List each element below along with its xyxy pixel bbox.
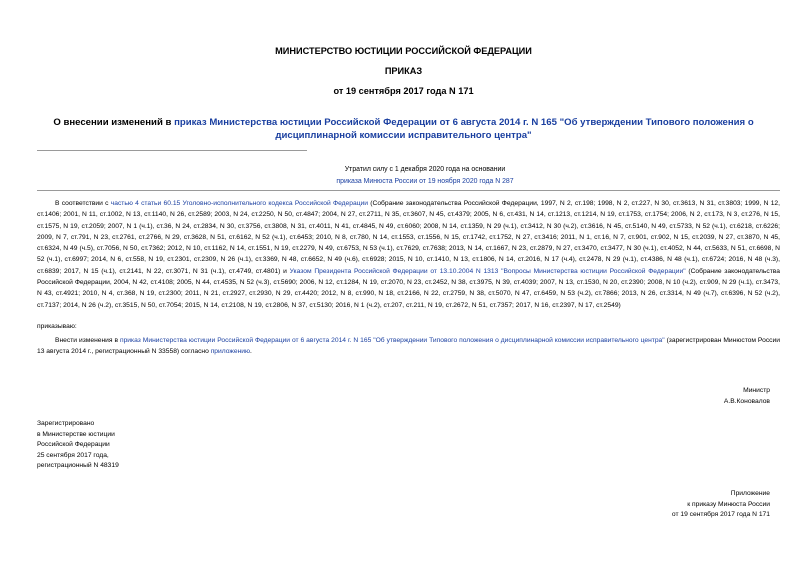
registration-number: регистрационный N 48319: [37, 462, 119, 470]
order-item-prefix: Внести изменения в: [55, 337, 120, 344]
registration-block: [37, 419, 119, 472]
signature-position: Министр: [743, 387, 770, 394]
short-divider: [37, 150, 307, 151]
appendix-line: от 19 сентября 2017 года N 171: [671, 511, 770, 519]
registration-line: Российской Федерации: [37, 441, 110, 449]
ministry-heading: МИНИСТЕРСТВО ЮСТИЦИИ РОССИЙСКОЙ ФЕДЕРАЦИИ: [275, 46, 532, 56]
appendix-line: к приказу Минюста России: [687, 500, 770, 508]
title-order-link[interactable]: приказ Министерства юстиции Российской Федерации от 6 августа 2014 г. N 165 "Об утверждении Типового положения о дисциплинарной комиссии исправительного центра": [174, 117, 754, 141]
presidential-decree-link[interactable]: Указом Президента Российской Федерации от 13.10.2004 N 1313 "Вопросы Министерства юстиции Российской Федерации": [289, 267, 686, 275]
registration-date: 25 сентября 2017 года,: [37, 451, 109, 459]
signature-block: [724, 386, 770, 407]
preamble-text-1: (Собрание законодательства Российской Федерации, 1997, N 2, ст.198; 1998, N 2, ст.227, N 30, ст.3613, N 31, ст.3803; 1999, N 12, ст.1406; 2001, N 11, ст.1002, N 13, ст.1140, N 26, ст.2589; 2003, N 24, ст.2250, N 50, ст.4847; 2004, N 27, ст.2711, N 35, ст.3607, N 45, ст.4379; 2005, N 6, ст.431, N 14, ст.1213, ст.1214, N 19, ст.1753, ст.1754; 2006, N 2, ст.173, N 3, ст.276, N 15, ст.1575, N 19, ст.2059; 2007, N 1 (ч.1), ст.36, N 24, ст.2834, N 30, ст.3756, ст.3808, N 31, ст.4011, N 41, ст.4845, N 49, ст.6060; 2008, N 14, ст.1359, N 29 (ч.1), ст.3412, N 30 (ч.2), ст.3616, N 45, ст.5140, N 49, ст.5733, N 52 (ч.1), ст.6218, ст.6226; 2009, N 7, ст.791, N 23, ст.2761, ст.2766, N 29, ст.3628, N 51, ст.6162, N 52 (ч.1), ст.6453; 2010, N 8, ст.780, N 14, ст.1553, ст.1556, N 15, ст.1742, ст.1752, N 27, ст.3416; 2011, N 1, ст.16, N 7, ст.901, ст.902, N 15, ст.2039, N 27, ст.3870, N 45, ст.6324, N 49 (ч.5), ст.7056, N 50, ст.7362; 2012, N 10, ст.1162, N 14, ст.1551, N 19, ст.2279, N 49, ст.6753, N 53 (ч.1), ст.7629, ст.7638; 2013, N 14, ст.1667, N 23, ст.2879, N 27, ст.3470, ст.3477, N 30 (ч.1), ст.4052, N 44, ст.5633, N 51, ст.6698, N 52 (ч.1), ст.6997; 2014, N 6, ст.558, N 19, ст.2301, ст.2309, N 26 (ч.1), ст.3369, N 48, ст.6652, N 49 (ч.6), ст.6928; 2015, N 10, ст.1410, N 13, ст.1806, N 14, ст.2016, N 17 (ч.4), ст.2478, N 29 (ч.1), ст.4386, N 48 (ч.1), ст.6724; 2016, N 48 (ч.3), ст.6839; 2017, N 15 (ч.1), ст.2141, N 22, ст.3071, N 31 (ч.1), ст.4749, ст.4801) и: [37, 200, 781, 275]
lost-force-note: [290, 164, 560, 187]
lost-force-link[interactable]: приказа Минюста России от 19 ноября 2020 года N 287: [336, 177, 514, 185]
order-item-paragraph: [37, 335, 780, 358]
signature-name: А.В.Коновалов: [723, 397, 770, 405]
appendix-link[interactable]: приложению: [210, 348, 251, 356]
preamble-prefix: В соответствии с: [55, 200, 111, 207]
appendix-block: [672, 489, 770, 521]
registration-line: в Министерстве юстиции: [37, 430, 115, 438]
amended-order-link[interactable]: приказ Министерства юстиции Российской Федерации от 6 августа 2014 г. N 165 "Об утверждении Типового положения о дисциплинарной комиссии исправительного центра": [119, 337, 665, 344]
lost-force-line: Утратил силу с 1 декабря 2020 года на основании: [344, 166, 506, 173]
registration-line: Зарегистрировано: [37, 420, 95, 427]
preamble-text-2: (Собрание законодательства Российской Федерации, 2004, N 42, ст.4108; 2005, N 44, ст.4535, N 52 (ч.3), ст.5690; 2006, N 12, ст.1284, N 19, ст.2070, N 23, ст.2452, N 38, ст.3975, N 39, ст.4039; 2007, N 13, ст.1530, N 20, ст.2390; 2008, N 10 (ч.2), ст.909, N 29 (ч.1), ст.3473, N 43, ст.4921; 2010, N 4, ст.368, N 19, ст.2300; 2011, N 21, ст.2927, ст.2930, N 29, ст.4420; 2012, N 8, ст.990, N 18, ст.2166, N 22, ст.2759, N 38, ст.5070, N 47, ст.6459, N 53 (ч.2), ст.7866; 2013, N 26, ст.3314, N 49 (ч.7), ст.6396, N 52 (ч.2), ст.7137; 2014, N 26 (ч.2), ст.3515, N 50, ст.7054; 2015, N 14, ст.2108, N 19, ст.2806, N 37, ст.5130; 2016, N 1 (ч.2), ст.207, ст.211, N 19, ст.2672, N 51, ст.7357; 2017, N 16, ст.2397, N 17, ст.2549): [37, 267, 780, 309]
order-item-text-2: .: [250, 348, 252, 356]
doc-type-heading: ПРИКАЗ: [384, 66, 423, 76]
appendix-line: Приложение: [730, 490, 770, 497]
long-divider: [37, 190, 780, 191]
order-word: приказываю:: [37, 323, 77, 330]
penal-code-link[interactable]: частью 4 статьи 60.15 Уголовно-исполнительного кодекса Российской Федерации: [110, 200, 369, 207]
preamble-paragraph: [37, 198, 780, 311]
order-item-text-1: (зарегистрирован Минюстом России 13 августа 2014 г., регистрационный N 33558) согласно: [37, 337, 780, 356]
date-number-heading: от 19 сентября 2017 года N 171: [333, 86, 474, 96]
title-prefix: О внесении изменений в: [53, 117, 175, 128]
document-title: [25, 117, 782, 142]
